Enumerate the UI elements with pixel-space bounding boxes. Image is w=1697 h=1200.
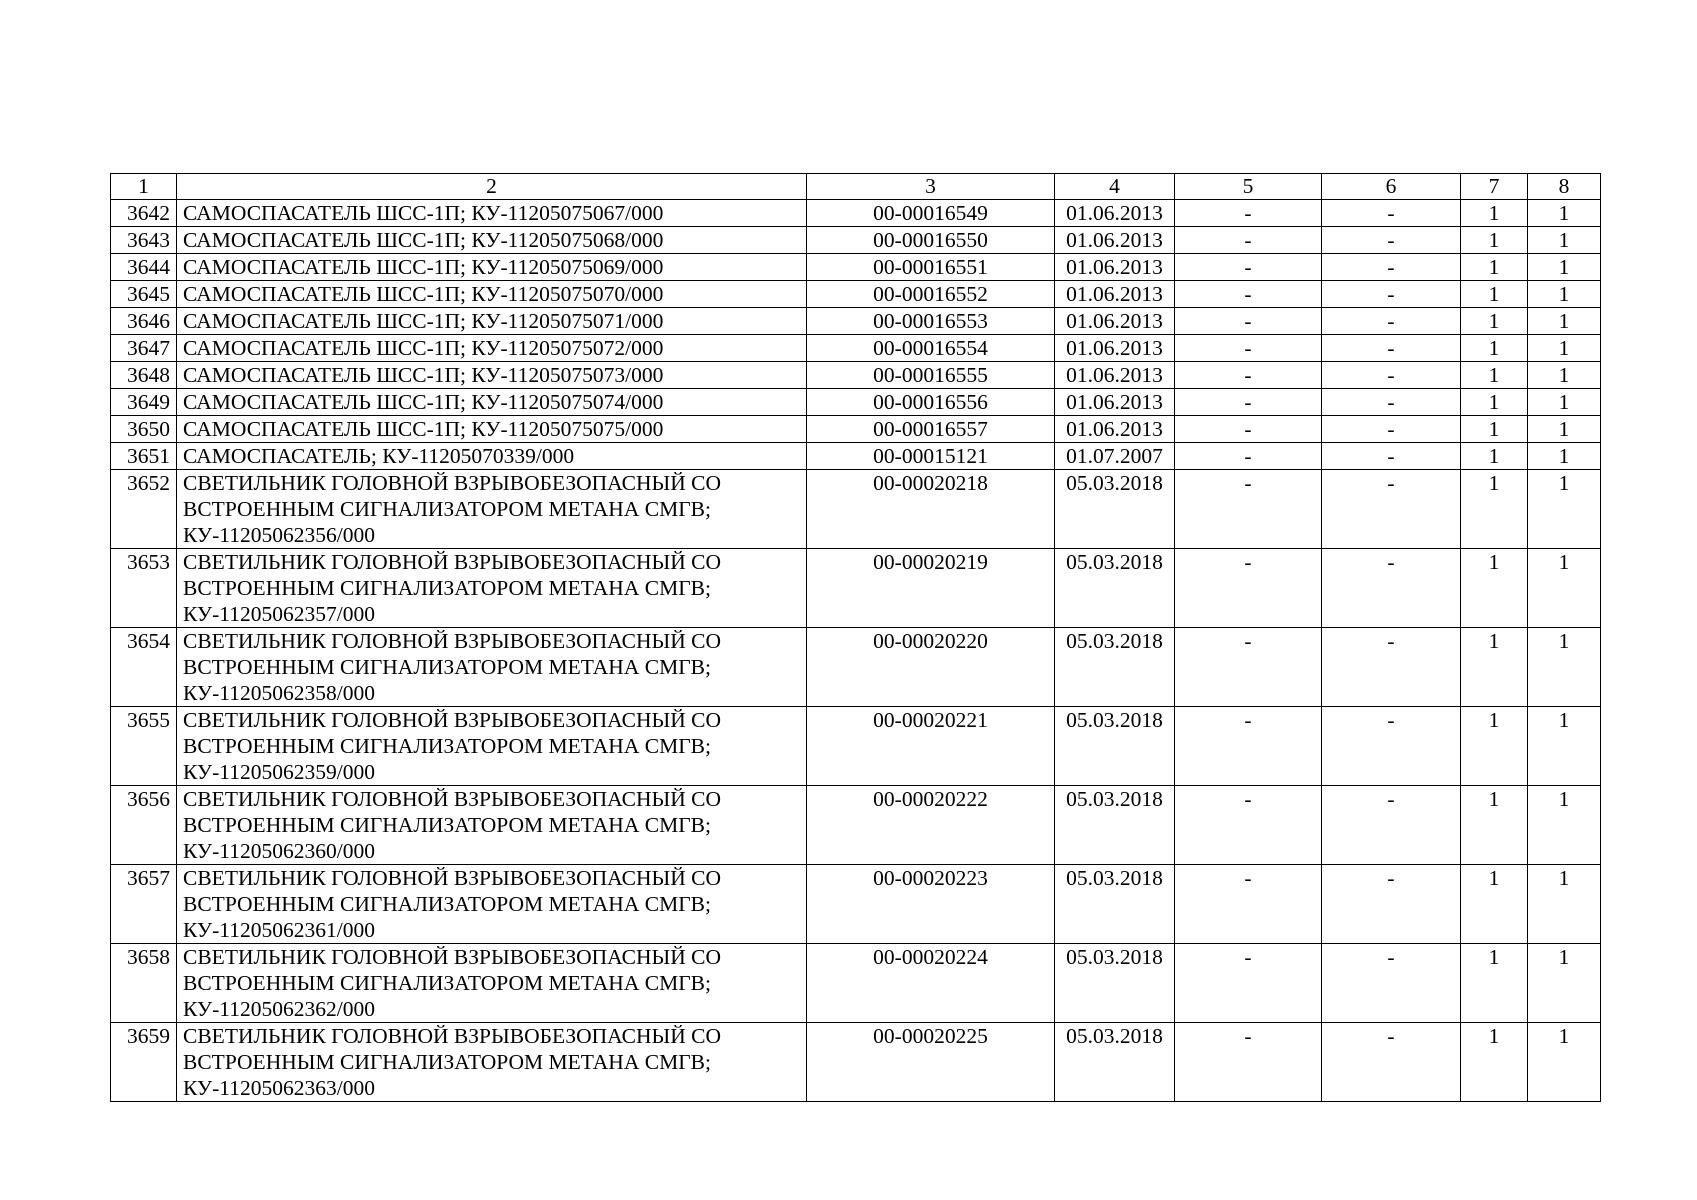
column-8-cell: 1: [1528, 470, 1601, 549]
inventory-number: 00-00020218: [807, 470, 1055, 549]
item-name-line: КУ-11205062363/000: [183, 1076, 375, 1100]
inventory-number: 00-00016554: [807, 335, 1055, 362]
column-7-cell: 1: [1461, 865, 1528, 944]
column-8-cell: 1: [1528, 200, 1601, 227]
column-7-cell: 1: [1461, 335, 1528, 362]
date-cell: 01.06.2013: [1055, 362, 1175, 389]
column-6-cell: -: [1322, 628, 1461, 707]
column-8-cell: 1: [1528, 389, 1601, 416]
column-7-cell: 1: [1461, 200, 1528, 227]
item-name-line: ВСТРОЕННЫМ СИГНАЛИЗАТОРОМ МЕТАНА СМГВ;: [183, 971, 711, 995]
row-number: 3655: [111, 707, 177, 786]
item-name-line: СВЕТИЛЬНИК ГОЛОВНОЙ ВЗРЫВОБЕЗОПАСНЫЙ СО: [183, 550, 722, 574]
inventory-number: 00-00016552: [807, 281, 1055, 308]
column-7-cell: 1: [1461, 254, 1528, 281]
table-row: [111, 628, 1601, 707]
item-name-line: СВЕТИЛЬНИК ГОЛОВНОЙ ВЗРЫВОБЕЗОПАСНЫЙ СО: [183, 787, 722, 811]
column-8-cell: 1: [1528, 1023, 1601, 1102]
column-5-cell: -: [1175, 707, 1322, 786]
column-number-7: 7: [1461, 174, 1528, 200]
column-7-cell: 1: [1461, 416, 1528, 443]
row-number: 3645: [111, 281, 177, 308]
date-cell: 01.06.2013: [1055, 227, 1175, 254]
item-name: [177, 628, 807, 707]
item-name-line: ВСТРОЕННЫМ СИГНАЛИЗАТОРОМ МЕТАНА СМГВ;: [183, 576, 711, 600]
column-6-cell: -: [1322, 1023, 1461, 1102]
column-6-cell: -: [1322, 443, 1461, 470]
row-number: 3659: [111, 1023, 177, 1102]
row-number: 3646: [111, 308, 177, 335]
item-name: САМОСПАСАТЕЛЬ ШСС-1П; КУ-11205075075/000: [177, 416, 807, 443]
date-cell: 01.06.2013: [1055, 416, 1175, 443]
item-name: САМОСПАСАТЕЛЬ ШСС-1П; КУ-11205075072/000: [177, 335, 807, 362]
column-6-cell: -: [1322, 944, 1461, 1023]
date-cell: 01.06.2013: [1055, 254, 1175, 281]
column-5-cell: -: [1175, 281, 1322, 308]
item-name: САМОСПАСАТЕЛЬ ШСС-1П; КУ-11205075068/000: [177, 227, 807, 254]
column-5-cell: -: [1175, 227, 1322, 254]
table-row: [111, 227, 1601, 254]
date-cell: 05.03.2018: [1055, 1023, 1175, 1102]
item-name: [177, 1023, 807, 1102]
column-5-cell: -: [1175, 786, 1322, 865]
table-row: [111, 389, 1601, 416]
item-name: САМОСПАСАТЕЛЬ ШСС-1П; КУ-11205075067/000: [177, 200, 807, 227]
column-8-cell: 1: [1528, 227, 1601, 254]
column-number-6: 6: [1322, 174, 1461, 200]
table-row: [111, 254, 1601, 281]
column-7-cell: 1: [1461, 389, 1528, 416]
table-row: [111, 1023, 1601, 1102]
row-number: 3657: [111, 865, 177, 944]
column-5-cell: -: [1175, 389, 1322, 416]
item-name-line: КУ-11205062361/000: [183, 918, 375, 942]
column-7-cell: 1: [1461, 786, 1528, 865]
table-row: [111, 865, 1601, 944]
column-6-cell: -: [1322, 362, 1461, 389]
table-row: [111, 549, 1601, 628]
column-8-cell: 1: [1528, 549, 1601, 628]
item-name-line: ВСТРОЕННЫМ СИГНАЛИЗАТОРОМ МЕТАНА СМГВ;: [183, 497, 711, 521]
column-7-cell: 1: [1461, 362, 1528, 389]
inventory-number: 00-00020225: [807, 1023, 1055, 1102]
table-row: [111, 786, 1601, 865]
row-number: 3648: [111, 362, 177, 389]
row-number: 3652: [111, 470, 177, 549]
inventory-number: 00-00016555: [807, 362, 1055, 389]
item-name: [177, 865, 807, 944]
date-cell: 05.03.2018: [1055, 470, 1175, 549]
column-5-cell: -: [1175, 865, 1322, 944]
item-name-line: ВСТРОЕННЫМ СИГНАЛИЗАТОРОМ МЕТАНА СМГВ;: [183, 892, 711, 916]
column-7-cell: 1: [1461, 707, 1528, 786]
item-name: САМОСПАСАТЕЛЬ ШСС-1П; КУ-11205075070/000: [177, 281, 807, 308]
column-8-cell: 1: [1528, 786, 1601, 865]
column-8-cell: 1: [1528, 707, 1601, 786]
inventory-number: 00-00016550: [807, 227, 1055, 254]
table-body: [111, 174, 1601, 1102]
date-cell: 05.03.2018: [1055, 707, 1175, 786]
column-5-cell: -: [1175, 944, 1322, 1023]
row-number: 3650: [111, 416, 177, 443]
column-5-cell: -: [1175, 628, 1322, 707]
date-cell: 01.06.2013: [1055, 335, 1175, 362]
column-5-cell: -: [1175, 200, 1322, 227]
item-name-line: СВЕТИЛЬНИК ГОЛОВНОЙ ВЗРЫВОБЕЗОПАСНЫЙ СО: [183, 866, 722, 890]
date-cell: 01.07.2007: [1055, 443, 1175, 470]
table-row: [111, 281, 1601, 308]
column-8-cell: 1: [1528, 443, 1601, 470]
item-name: [177, 707, 807, 786]
column-8-cell: 1: [1528, 865, 1601, 944]
column-5-cell: -: [1175, 470, 1322, 549]
row-number: 3647: [111, 335, 177, 362]
table-row: [111, 308, 1601, 335]
column-6-cell: -: [1322, 865, 1461, 944]
column-5-cell: -: [1175, 1023, 1322, 1102]
inventory-table: [110, 173, 1601, 1102]
table-row: [111, 362, 1601, 389]
column-6-cell: -: [1322, 389, 1461, 416]
column-number-row: [111, 174, 1601, 200]
item-name: [177, 944, 807, 1023]
column-8-cell: 1: [1528, 335, 1601, 362]
item-name-line: СВЕТИЛЬНИК ГОЛОВНОЙ ВЗРЫВОБЕЗОПАСНЫЙ СО: [183, 1024, 722, 1048]
column-7-cell: 1: [1461, 628, 1528, 707]
column-number-5: 5: [1175, 174, 1322, 200]
item-name-line: ВСТРОЕННЫМ СИГНАЛИЗАТОРОМ МЕТАНА СМГВ;: [183, 734, 711, 758]
row-number: 3651: [111, 443, 177, 470]
column-6-cell: -: [1322, 308, 1461, 335]
inventory-number: 00-00020224: [807, 944, 1055, 1023]
table-row: [111, 707, 1601, 786]
column-5-cell: -: [1175, 549, 1322, 628]
date-cell: 01.06.2013: [1055, 281, 1175, 308]
column-8-cell: 1: [1528, 416, 1601, 443]
column-7-cell: 1: [1461, 308, 1528, 335]
item-name-line: СВЕТИЛЬНИК ГОЛОВНОЙ ВЗРЫВОБЕЗОПАСНЫЙ СО: [183, 629, 722, 653]
column-number-4: 4: [1055, 174, 1175, 200]
inventory-number: 00-00020221: [807, 707, 1055, 786]
item-name: САМОСПАСАТЕЛЬ; КУ-11205070339/000: [177, 443, 807, 470]
item-name: [177, 786, 807, 865]
item-name-line: КУ-11205062357/000: [183, 602, 375, 626]
date-cell: 05.03.2018: [1055, 944, 1175, 1023]
column-7-cell: 1: [1461, 470, 1528, 549]
column-8-cell: 1: [1528, 254, 1601, 281]
item-name-line: СВЕТИЛЬНИК ГОЛОВНОЙ ВЗРЫВОБЕЗОПАСНЫЙ СО: [183, 471, 722, 495]
item-name: [177, 470, 807, 549]
inventory-number: 00-00016549: [807, 200, 1055, 227]
inventory-number: 00-00020220: [807, 628, 1055, 707]
column-number-8: 8: [1528, 174, 1601, 200]
column-8-cell: 1: [1528, 362, 1601, 389]
column-number-2: 2: [177, 174, 807, 200]
item-name: САМОСПАСАТЕЛЬ ШСС-1П; КУ-11205075071/000: [177, 308, 807, 335]
column-7-cell: 1: [1461, 944, 1528, 1023]
row-number: 3642: [111, 200, 177, 227]
item-name: [177, 549, 807, 628]
inventory-number: 00-00020219: [807, 549, 1055, 628]
column-7-cell: 1: [1461, 1023, 1528, 1102]
inventory-number: 00-00016551: [807, 254, 1055, 281]
column-6-cell: -: [1322, 200, 1461, 227]
column-8-cell: 1: [1528, 944, 1601, 1023]
item-name-line: КУ-11205062356/000: [183, 523, 375, 547]
item-name-line: КУ-11205062362/000: [183, 997, 375, 1021]
date-cell: 05.03.2018: [1055, 549, 1175, 628]
table-row: [111, 416, 1601, 443]
column-8-cell: 1: [1528, 628, 1601, 707]
column-6-cell: -: [1322, 254, 1461, 281]
column-number-1: 1: [111, 174, 177, 200]
row-number: 3644: [111, 254, 177, 281]
inventory-number: 00-00016556: [807, 389, 1055, 416]
date-cell: 05.03.2018: [1055, 786, 1175, 865]
column-5-cell: -: [1175, 416, 1322, 443]
column-6-cell: -: [1322, 707, 1461, 786]
column-7-cell: 1: [1461, 443, 1528, 470]
row-number: 3656: [111, 786, 177, 865]
column-5-cell: -: [1175, 335, 1322, 362]
row-number: 3643: [111, 227, 177, 254]
column-6-cell: -: [1322, 281, 1461, 308]
item-name-line: ВСТРОЕННЫМ СИГНАЛИЗАТОРОМ МЕТАНА СМГВ;: [183, 813, 711, 837]
column-5-cell: -: [1175, 254, 1322, 281]
column-8-cell: 1: [1528, 308, 1601, 335]
row-number: 3649: [111, 389, 177, 416]
item-name-line: ВСТРОЕННЫМ СИГНАЛИЗАТОРОМ МЕТАНА СМГВ;: [183, 1050, 711, 1074]
column-7-cell: 1: [1461, 281, 1528, 308]
item-name-line: КУ-11205062359/000: [183, 760, 375, 784]
inventory-number: 00-00015121: [807, 443, 1055, 470]
row-number: 3654: [111, 628, 177, 707]
item-name-line: КУ-11205062358/000: [183, 681, 375, 705]
item-name-line: СВЕТИЛЬНИК ГОЛОВНОЙ ВЗРЫВОБЕЗОПАСНЫЙ СО: [183, 945, 722, 969]
column-5-cell: -: [1175, 308, 1322, 335]
inventory-number: 00-00016557: [807, 416, 1055, 443]
date-cell: 05.03.2018: [1055, 628, 1175, 707]
table-row: [111, 443, 1601, 470]
table-row: [111, 944, 1601, 1023]
item-name: САМОСПАСАТЕЛЬ ШСС-1П; КУ-11205075073/000: [177, 362, 807, 389]
date-cell: 01.06.2013: [1055, 389, 1175, 416]
date-cell: 05.03.2018: [1055, 865, 1175, 944]
item-name: САМОСПАСАТЕЛЬ ШСС-1П; КУ-11205075069/000: [177, 254, 807, 281]
row-number: 3653: [111, 549, 177, 628]
column-7-cell: 1: [1461, 549, 1528, 628]
inventory-number: 00-00016553: [807, 308, 1055, 335]
table-row: [111, 470, 1601, 549]
column-6-cell: -: [1322, 549, 1461, 628]
column-7-cell: 1: [1461, 227, 1528, 254]
item-name-line: ВСТРОЕННЫМ СИГНАЛИЗАТОРОМ МЕТАНА СМГВ;: [183, 655, 711, 679]
table-row: [111, 200, 1601, 227]
column-5-cell: -: [1175, 362, 1322, 389]
inventory-number: 00-00020222: [807, 786, 1055, 865]
column-number-3: 3: [807, 174, 1055, 200]
date-cell: 01.06.2013: [1055, 308, 1175, 335]
column-6-cell: -: [1322, 786, 1461, 865]
column-6-cell: -: [1322, 470, 1461, 549]
item-name-line: СВЕТИЛЬНИК ГОЛОВНОЙ ВЗРЫВОБЕЗОПАСНЫЙ СО: [183, 708, 722, 732]
table-row: [111, 335, 1601, 362]
column-5-cell: -: [1175, 443, 1322, 470]
column-6-cell: -: [1322, 416, 1461, 443]
column-6-cell: -: [1322, 227, 1461, 254]
column-6-cell: -: [1322, 335, 1461, 362]
date-cell: 01.06.2013: [1055, 200, 1175, 227]
item-name: САМОСПАСАТЕЛЬ ШСС-1П; КУ-11205075074/000: [177, 389, 807, 416]
inventory-number: 00-00020223: [807, 865, 1055, 944]
row-number: 3658: [111, 944, 177, 1023]
column-8-cell: 1: [1528, 281, 1601, 308]
item-name-line: КУ-11205062360/000: [183, 839, 375, 863]
